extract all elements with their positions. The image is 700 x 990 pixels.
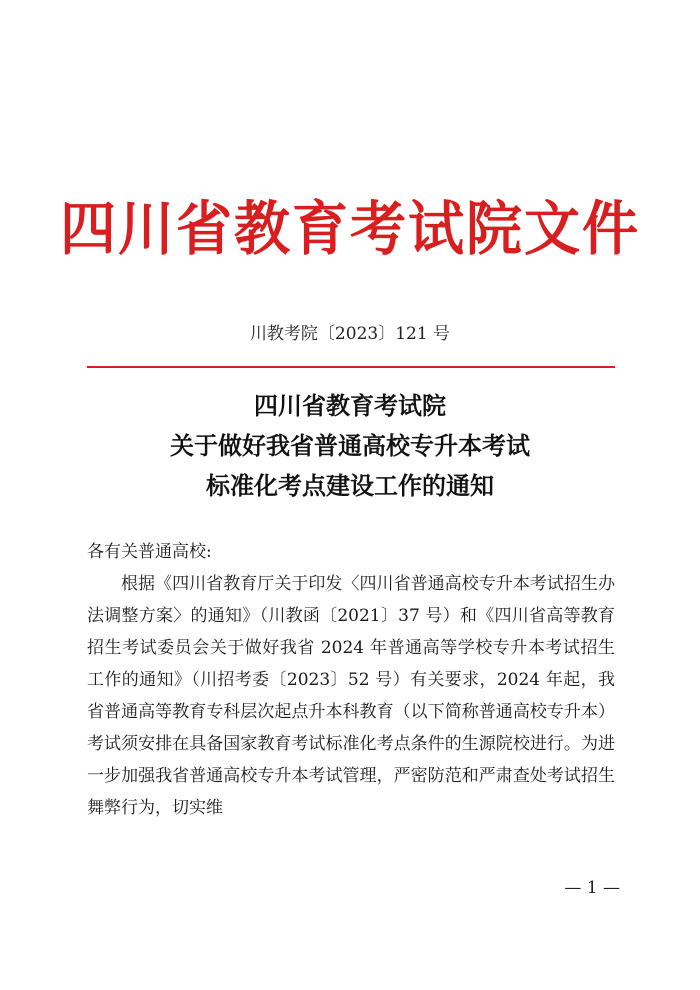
- title-line-3: 标准化考点建设工作的通知: [206, 472, 494, 500]
- body-paragraph: 根据《四川省教育厅关于印发〈四川省普通高校专升本考试招生办法调整方案〉的通知》（川教函〔2021〕37 号）和《四川省高等教育招生考试委员会关于做好我省 2024 年普通高等学校专升本考试招生工作的通知》（川招考委〔2023〕52 号）有关要求，2024 年起，我省普通高等教育专科层次起点升本科教育（以下简称普通高校专升本）考试须安排在具备国家教育考试标准化考点条件的生源院校进行。为进一步加强我省普通高校专升本考试管理，严密防范和严肃查处考试招生舞弊行为，切实维: [87, 574, 615, 818]
- page-number: — 1 —: [564, 878, 620, 898]
- title-line-2: 关于做好我省普通高校专升本考试: [170, 432, 530, 460]
- document-number: 川教考院〔2023〕121 号: [249, 324, 451, 344]
- title-line-1: 四川省教育考试院: [254, 392, 446, 420]
- body-text: [87, 536, 615, 824]
- notice-title: [0, 386, 700, 506]
- masthead-title: 四川省教育考试院文件: [60, 195, 640, 264]
- salutation: 各有关普通高校:: [87, 542, 212, 562]
- red-divider-rule: [87, 366, 615, 368]
